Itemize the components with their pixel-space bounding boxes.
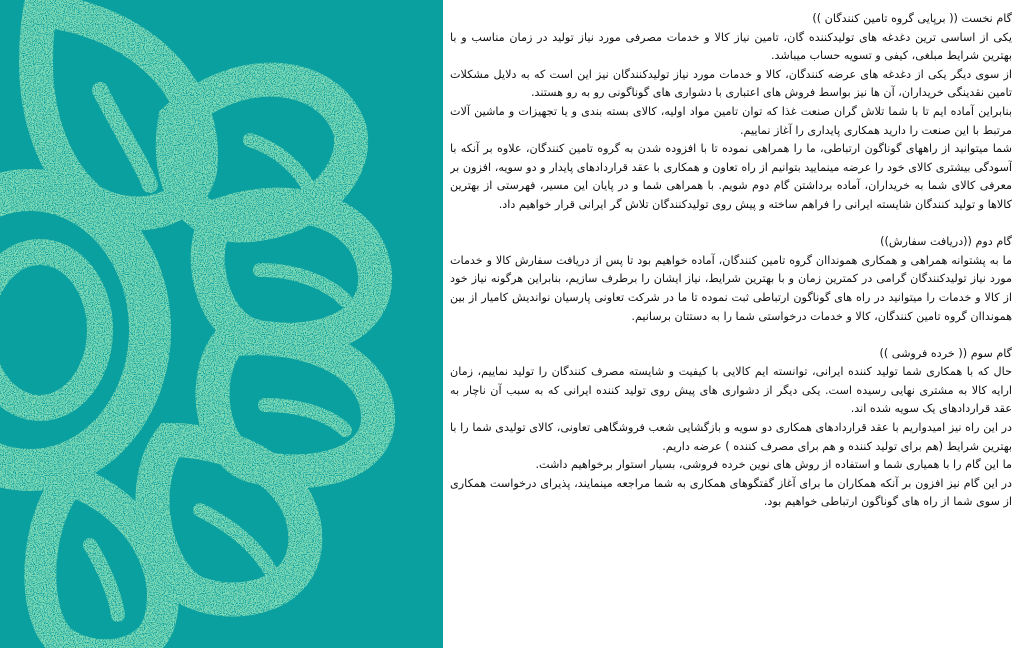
section-title: گام نخست (( برپایی گروه تامین کنندگان )) (812, 12, 1012, 25)
paragraph: بنابراین آماده ایم تا با شما تلاش گران صنعت غذا که توان تامین مواد اولیه، کالای بسته بندی و یا تجهیزات و ماشین آلات مرتبط با این صنعت را دارید همکاری پایداری را آغاز نماییم. (450, 104, 1012, 137)
section-title: گام سوم (( خرده فروشی )) (879, 346, 1012, 360)
paragraph: ما این گام را با همیاری شما و استفاده از روش های نوین خرده فروشی، بسیار استوار برخواهیم داشت. (535, 458, 1012, 472)
paragraph: از سوی دیگر یکی از دغدغه های عرضه کنندگان، کالا و خدمات مورد نیاز تولیدکنندگان نیز این است که به دلایل مشکلات تامین نقدینگی خریداران، آن ها نیز بواسط فروش های اعتباری با دشواری های گوناگونی رو به رو هستند. (450, 67, 1012, 100)
paragraph: شما میتوانید از راههای گوناگون ارتباطی، ما را همراهی نموده تا با افزوده شدن به گروه تامین کنندگان، علاوه بر آنکه با آسودگی بیشتری کالای خود را عرضه مینمایید بتوانیم از راه تعاون و همکاری با عقد قراردادهای پایدار و دو سویه، افزون بر معرفی کالای شما به خریداران، آماده برداشتن گام دوم شویم. با همراهی شما و در پایان این مسیر، فهرستی از بهترین کالاها و تولید کنندگان شایسته ایرانی را فراهم ساخته و پیش روی تولیدکنندگان تلاش گر ایرانی قرار خواهیم داد. (450, 142, 1012, 211)
section-step-three (450, 345, 1012, 512)
section-step-one (450, 10, 1012, 215)
paragraph: یکی از اساسی ترین دغدغه های تولیدکننده گان، تامین نیاز کالا و خدمات مصرفی مورد نیاز تولید در زمان مناسب و با بهترین شرایط مبلغی، کیفی و تسویه حساب میباشد. (450, 30, 1012, 63)
paragraph: ما به پشتوانه همراهی و همکاری همونداان گروه تامین کنندگان، آماده خواهیم بود تا پس از دریافت سفارش کالا و خدمات مورد نیاز تولیدکنندگان گرامی در کمترین زمان و با بهترین شرایط، نیاز ایشان را برطرف سازیم، بنابراین هرگونه نیاز خود از کالا و خدمات را میتوانید در راه های گوناگون ارتباطی ثبت نموده تا ما در شرکت تعاونی پارسیان نواندیش کامیار از بین همونداان گروه تامین کنندگان، کالا و خدمات درخواستی شما را به دستتان برسانیم. (450, 253, 1012, 323)
paragraph: در این راه نیز امیدواریم با عقد قراردادهای همکاری دو سویه و بازگشایی شعب فروشگاهی تعاونی، کالای تولیدی شما را با بهترین شرایط (هم برای تولید کننده و هم برای مصرف کننده ) عرضه داریم. (450, 421, 1012, 453)
decorative-art-panel (0, 0, 443, 648)
section-title: گام دوم ((دریافت سفارش)) (880, 235, 1012, 249)
article-text (450, 10, 1012, 642)
paragraph: در این گام نیز افزون بر آنکه همکاران ما برای آغاز گفتگوهای همکاری به شما مراجعه مینمایند، پذیرای درخواست همکاری از سوی شما از راه های گوناگون ارتباطی خواهیم بود. (450, 476, 1012, 509)
floral-motif-icon (0, 0, 443, 648)
section-step-two (450, 233, 1012, 326)
paragraph: حال که با همکاری شما تولید کننده ایرانی، توانسته ایم کالایی با کیفیت و شایسته مصرف کنندگان را تولید نماییم، زمان ارایه کالا به مشتری نهایی رسیده است. یکی دیگر از دشواری های پیش روی تولید کننده ایرانی که به سبب آن ناچار به عقد قراردادهای یک سویه شده اند. (450, 365, 1012, 416)
